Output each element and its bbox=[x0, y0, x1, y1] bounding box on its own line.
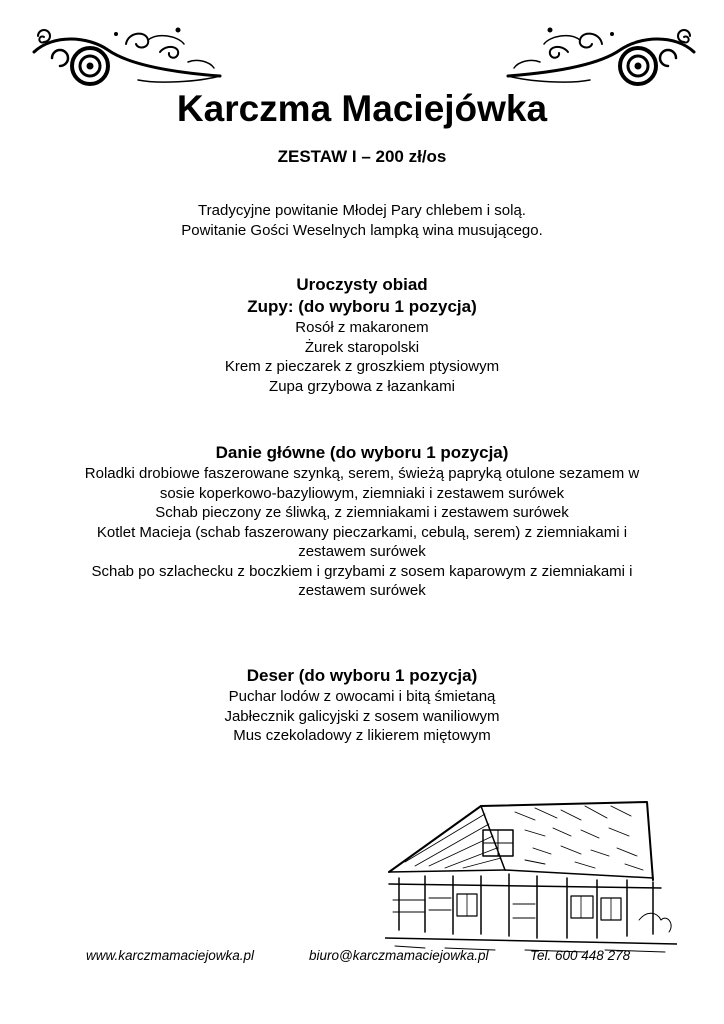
page-title: Karczma Maciejówka bbox=[176, 88, 548, 129]
menu-item: Zupa grzybowa z łazankami bbox=[269, 377, 455, 395]
section-dessert bbox=[60, 665, 664, 746]
menu-set-price: ZESTAW I – 200 zł/os bbox=[277, 147, 447, 166]
section-heading: Danie główne (do wyboru 1 pozycja) bbox=[215, 443, 509, 462]
menu-item: Roladki drobiowe faszerowane szynką, serem, świeżą papryką otulone sezamem w sosie koperkowo-bazyliowym, ziemniaki i zestawem surówek bbox=[84, 465, 640, 502]
section-heading: Deser (do wyboru 1 pozycja) bbox=[246, 666, 478, 685]
menu-item: Rosół z makaronem bbox=[295, 319, 429, 336]
menu-item: Schab pieczony ze śliwką, z ziemniakami i zestawem surówek bbox=[155, 504, 569, 521]
intro-line: Tradycyjne powitanie Młodej Pary chlebem i solą. bbox=[198, 202, 526, 219]
phone-number: Tel. 600 448 278 bbox=[530, 948, 631, 963]
menu-item: Żurek staropolski bbox=[304, 338, 420, 356]
intro-text bbox=[60, 201, 664, 241]
section-heading: Uroczysty obiad bbox=[296, 275, 428, 294]
menu-item: Mus czekoladowy z likierem miętowym bbox=[233, 727, 491, 744]
section-obiad bbox=[60, 274, 664, 396]
intro-line: Powitanie Gości Weselnych lampką wina musującego. bbox=[181, 222, 543, 239]
footer-contact bbox=[0, 946, 724, 966]
section-subheading: Zupy: (do wyboru 1 pozycja) bbox=[247, 297, 477, 316]
section-main-course bbox=[82, 442, 642, 601]
menu-item: Kotlet Macieja (schab faszerowany pieczarkami, cebulą, serem) z ziemniakami i zestawem surówek bbox=[96, 523, 628, 560]
menu-item: Jabłecznik galicyjski z sosem waniliowym bbox=[224, 707, 500, 725]
menu-item: Puchar lodów z owocami i bitą śmietaną bbox=[228, 688, 496, 705]
house-sketch-icon bbox=[385, 800, 677, 960]
menu-item: Krem z pieczarek z groszkiem ptysiowym bbox=[224, 358, 500, 375]
menu-item: Schab po szlachecku z boczkiem i grzybami z sosem kaparowym z ziemniakami i zestawem surówek bbox=[91, 562, 633, 599]
email-link[interactable]: biuro@karczmamaciejowka.pl bbox=[309, 948, 489, 963]
website-link[interactable]: www.karczmamaciejowka.pl bbox=[86, 948, 255, 963]
